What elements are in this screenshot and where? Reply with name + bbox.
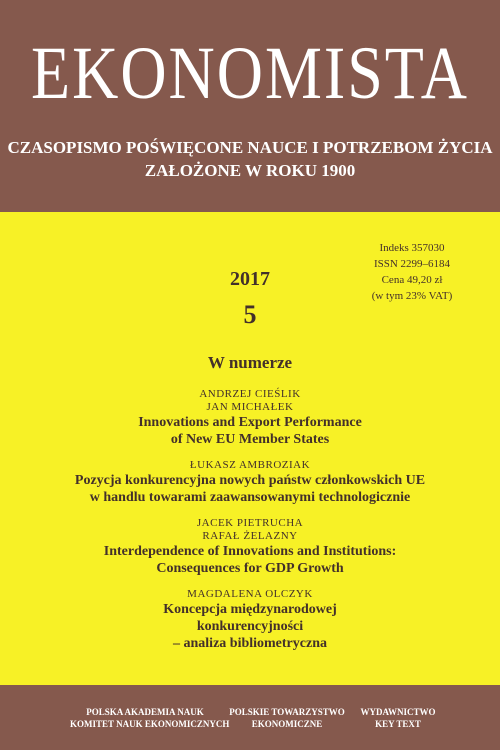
article-author: JAN MICHAŁEK — [206, 401, 294, 413]
article-title-line: – analiza bibliometryczna — [173, 636, 327, 651]
article-title — [0, 601, 500, 652]
price: Cena 49,20 zł — [381, 274, 443, 286]
article-title-line: w handlu towarami zaawansowanymi technologicznie — [89, 490, 411, 505]
article-author: ŁUKASZ AMBROZIAK — [189, 459, 311, 471]
article-title — [0, 543, 500, 577]
article-author: RAFAŁ ŻELAZNY — [202, 530, 298, 542]
publisher-line: KOMITET NAUK EKONOMICZNYCH — [70, 719, 230, 729]
subtitle-line-1: CZASOPISMO POŚWIĘCONE NAUCE I POTRZEBOM ŻYCIA — [7, 138, 493, 157]
vat-note: (w tym 23% VAT) — [371, 290, 453, 302]
article-list — [0, 388, 500, 663]
article-title-line: Innovations and Export Performance — [138, 415, 362, 430]
publisher-line: KEY TEXT — [375, 719, 421, 729]
article-title-line: Koncepcja międzynarodowej — [163, 602, 337, 617]
publishers-band — [0, 685, 500, 750]
article-item — [0, 388, 500, 448]
article-title-line: konkurencyjności — [196, 619, 304, 634]
publisher-key-text — [352, 706, 444, 730]
index-number: Indeks 357030 — [379, 242, 445, 254]
article-author: MAGDALENA OLCZYK — [187, 588, 313, 600]
issue-number: 5 — [243, 300, 257, 329]
issn: ISSN 2299–6184 — [373, 258, 451, 270]
article-title-line: of New EU Member States — [170, 432, 330, 447]
article-item — [0, 588, 500, 652]
publisher-line: POLSKIE TOWARZYSTWO — [229, 707, 345, 717]
subtitle-line-2: ZAŁOŻONE W ROKU 1900 — [144, 161, 356, 180]
in-this-issue-heading: W numerze — [207, 353, 293, 372]
publisher-line: WYDAWNICTWO — [360, 707, 436, 717]
issue-year: 2017 — [230, 268, 270, 290]
article-author: JACEK PIETRUCHA — [196, 517, 304, 529]
article-title-line: Consequences for GDP Growth — [156, 561, 344, 576]
contents-band — [0, 212, 500, 685]
publisher-pte — [228, 706, 346, 730]
publisher-line: POLSKA AKADEMIA NAUK — [86, 707, 204, 717]
article-item — [0, 459, 500, 506]
journal-subtitle — [0, 136, 500, 182]
article-item — [0, 517, 500, 577]
article-title-line: Interdependence of Innovations and Institutions: — [103, 544, 397, 559]
article-title — [0, 472, 500, 506]
header-band — [0, 0, 500, 212]
publisher-line: EKONOMICZNE — [251, 719, 323, 729]
journal-title: EKONOMISTA — [31, 30, 469, 115]
article-author: ANDRZEJ CIEŚLIK — [199, 388, 301, 400]
publisher-pan — [70, 706, 230, 730]
article-title — [0, 414, 500, 448]
article-title-line: Pozycja konkurencyjna nowych państw członkowskich UE — [74, 473, 426, 488]
